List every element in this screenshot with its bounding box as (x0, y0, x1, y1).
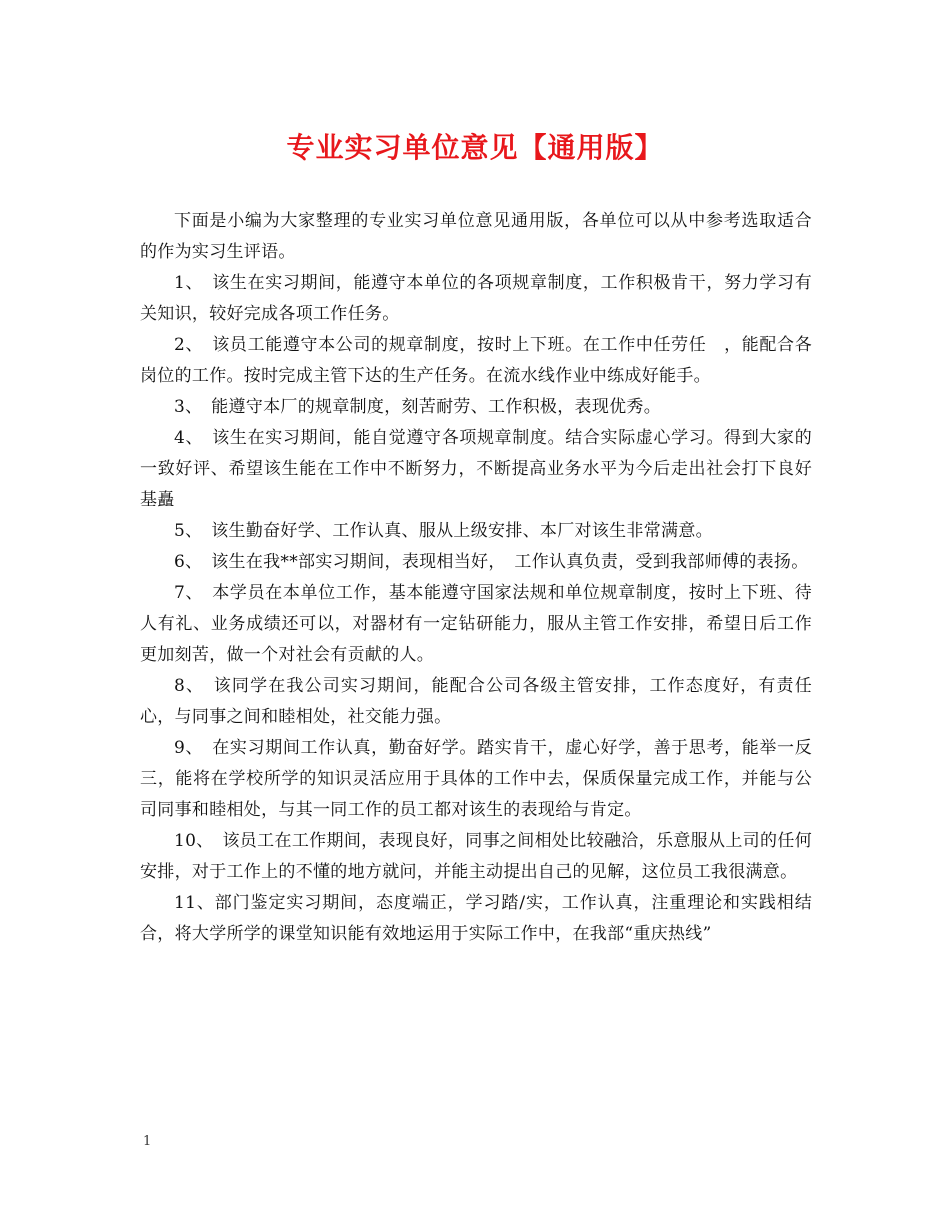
page-number: 1 (143, 1134, 152, 1149)
list-item-11: 11、部门鉴定实习期间，态度端正，学习踏/实，工作认真，注重理论和实践相结合，将大学所学的课堂知识能有效地运用于实际工作中，在我部“重庆热线” (140, 893, 812, 944)
document-body (140, 206, 812, 950)
intro-paragraph: 下面是小编为大家整理的专业实习单位意见通用版，各单位可以从中参考选取适合的作为实习生评语。 (140, 211, 812, 262)
list-item-3: 3、 能遵守本厂的规章制度，刻苦耐劳、工作积极，表现优秀。 (174, 397, 662, 417)
list-item-7: 7、 本学员在本单位工作，基本能遵守国家法规和单位规章制度，按时上下班、待人有礼、业务成绩还可以，对器材有一定钻研能力，服从主管工作安排，希望日后工作更加刻苦，做一个对社会有贡献的人。 (140, 583, 812, 665)
list-item-6: 6、 该生在我**部实习期间，表现相当好， 工作认真负责，受到我部师傅的表扬。 (174, 552, 809, 572)
document-title: 专业实习单位意见【通用版】 (286, 131, 664, 164)
list-item-5: 5、 该生勤奋好学、工作认真、服从上级安排、本厂对该生非常满意。 (174, 521, 713, 541)
list-item-4: 4、 该生在实习期间，能自觉遵守各项规章制度。结合实际虚心学习。得到大家的一致好评、希望该生能在工作中不断努力，不断提高业务水平为今后走出社会打下良好基矗 (140, 428, 812, 510)
list-item-1: 1、 该生在实习期间，能遵守本单位的各项规章制度，工作积极肯干，努力学习有关知识，较好完成各项工作任务。 (140, 273, 812, 324)
list-item-8: 8、 该同学在我公司实习期间，能配合公司各级主管安排，工作态度好，有责任心，与同事之间和睦相处，社交能力强。 (140, 676, 812, 727)
list-item-2: 2、 该员工能遵守本公司的规章制度，按时上下班。在工作中任劳任 ，能配合各岗位的工作。按时完成主管下达的生产任务。在流水线作业中练成好能手。 (140, 335, 812, 386)
list-item-9: 9、 在实习期间工作认真，勤奋好学。踏实肯干，虚心好学，善于思考，能举一反三，能将在学校所学的知识灵活应用于具体的工作中去，保质保量完成工作，并能与公司同事和睦相处，与其一同工作的员工都对该生的表现给与肯定。 (140, 738, 812, 820)
list-item-10: 10、 该员工在工作期间，表现良好，同事之间相处比较融洽，乐意服从上司的任何安排，对于工作上的不懂的地方就问，并能主动提出自己的见解，这位员工我很满意。 (140, 831, 812, 882)
